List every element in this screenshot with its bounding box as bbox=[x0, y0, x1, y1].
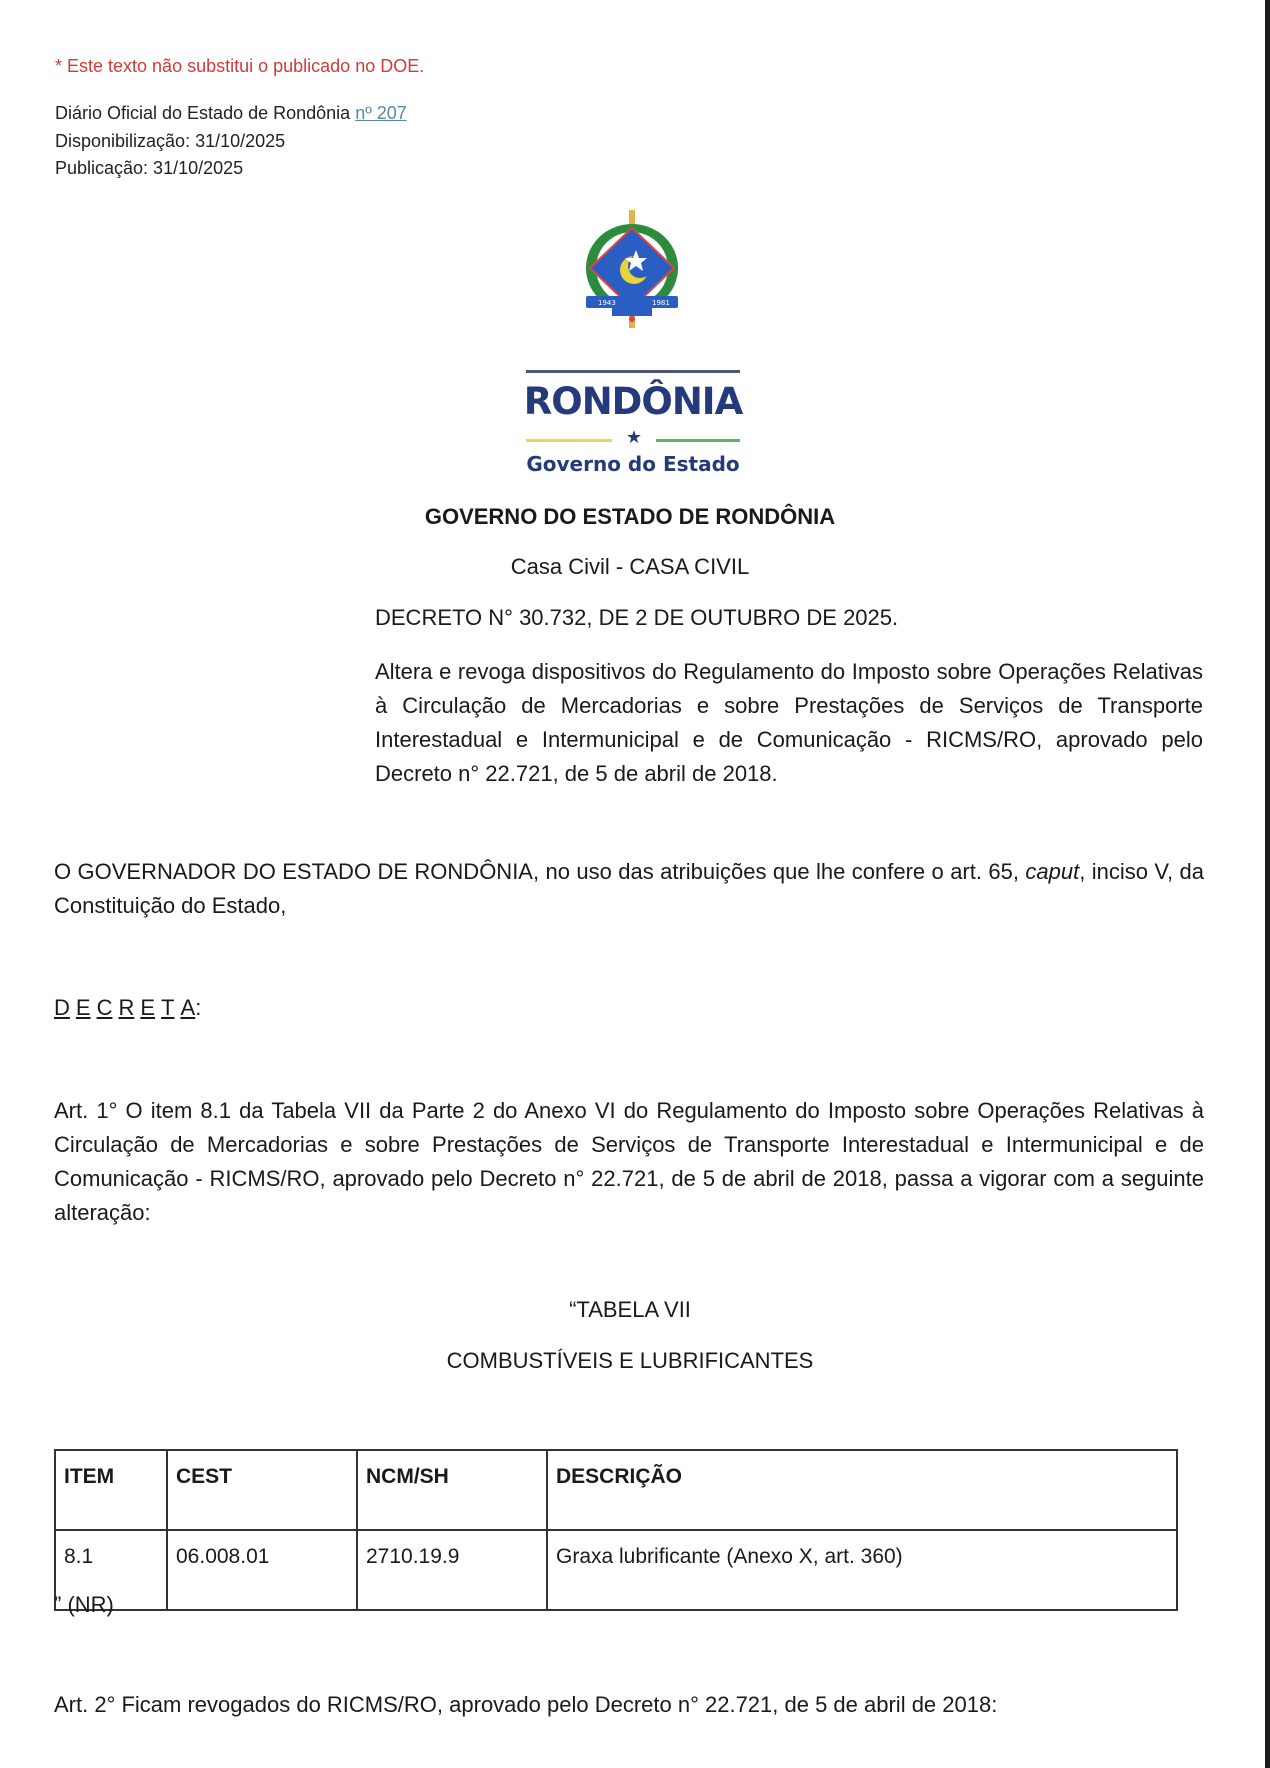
cell-cest: 06.008.01 bbox=[167, 1530, 357, 1610]
nr-marker: ” (NR) bbox=[54, 1592, 114, 1617]
decreta-heading: D E C R E T A: bbox=[54, 995, 202, 1020]
publicacao-date: Publicação: 31/10/2025 bbox=[55, 158, 244, 178]
diario-label: Diário Oficial do Estado de Rondônia bbox=[55, 103, 351, 123]
department-name: Casa Civil - CASA CIVIL bbox=[510, 554, 750, 579]
diario-number-link[interactable]: nº 207 bbox=[355, 103, 407, 123]
logo-subtitle: Governo do Estado bbox=[526, 452, 740, 476]
star-icon: ★ bbox=[625, 427, 643, 447]
article-1: Art. 1° O item 8.1 da Tabela VII da Parte 2 do Anexo VI do Regulamento do Imposto sobre Operações Relativas à Circulação de Mercadorias e sobre Prestações de Serviços de Transporte Interestadual e Intermunicipal e de Comunicação - RICMS/RO, aprovado pelo Decreto n° 22.721, de 5 de abril de 2018, passa a vigorar com a seguinte alteração: bbox=[54, 1098, 1204, 1225]
column-header-cest: CEST bbox=[167, 1450, 357, 1530]
table-subtitle: COMBUSTÍVEIS E LUBRIFICANTES bbox=[446, 1348, 814, 1373]
svg-text:1981: 1981 bbox=[652, 299, 670, 307]
column-header-item: ITEM bbox=[55, 1450, 167, 1530]
caput-term: caput bbox=[1025, 859, 1080, 884]
article-2: Art. 2° Ficam revogados do RICMS/RO, aprovado pelo Decreto n° 22.721, de 5 de abril de 2018: bbox=[54, 1692, 998, 1717]
logo-title: RONDÔNIA bbox=[523, 380, 743, 423]
tabela-vii bbox=[54, 1449, 1178, 1611]
column-header-ncm: NCM/SH bbox=[357, 1450, 547, 1530]
diario-line bbox=[55, 103, 407, 124]
table-row bbox=[55, 1530, 1177, 1610]
svg-text:1943: 1943 bbox=[598, 299, 616, 307]
disponibilizacao-date: Disponibilização: 31/10/2025 bbox=[55, 131, 286, 151]
logo-green-line bbox=[656, 439, 740, 442]
logo-divider-top bbox=[526, 370, 740, 373]
rondonia-coat-of-arms-icon bbox=[576, 210, 688, 330]
disclaimer-text: * Este texto não substitui o publicado no DOE. bbox=[55, 56, 425, 76]
cell-ncm: 2710.19.9 bbox=[357, 1530, 547, 1610]
government-heading: GOVERNO DO ESTADO DE RONDÔNIA bbox=[424, 504, 836, 529]
table-header-row bbox=[55, 1450, 1177, 1530]
decree-ementa: Altera e revoga dispositivos do Regulamento do Imposto sobre Operações Relativas à Circulação de Mercadorias e sobre Prestações de Serviços de Transporte Interestadual e Intermunicipal e de Comunicação - RICMS/RO, aprovado pelo Decreto n° 22.721, de 5 de abril de 2018. bbox=[375, 659, 1203, 786]
decree-title: DECRETO N° 30.732, DE 2 DE OUTUBRO DE 2025. bbox=[375, 605, 899, 630]
window-edge bbox=[1265, 0, 1270, 1768]
table-title: “TABELA VII bbox=[569, 1297, 691, 1322]
cell-item: 8.1 bbox=[55, 1530, 167, 1610]
cell-descricao: Graxa lubrificante (Anexo X, art. 360) bbox=[547, 1530, 1177, 1610]
preamble-paragraph: O GOVERNADOR DO ESTADO DE RONDÔNIA, no uso das atribuições que lhe confere o art. 65, caput, inciso V, da Constituição do Estado, bbox=[54, 859, 1205, 918]
logo-yellow-line bbox=[526, 439, 612, 442]
column-header-descricao: DESCRIÇÃO bbox=[547, 1450, 1177, 1530]
